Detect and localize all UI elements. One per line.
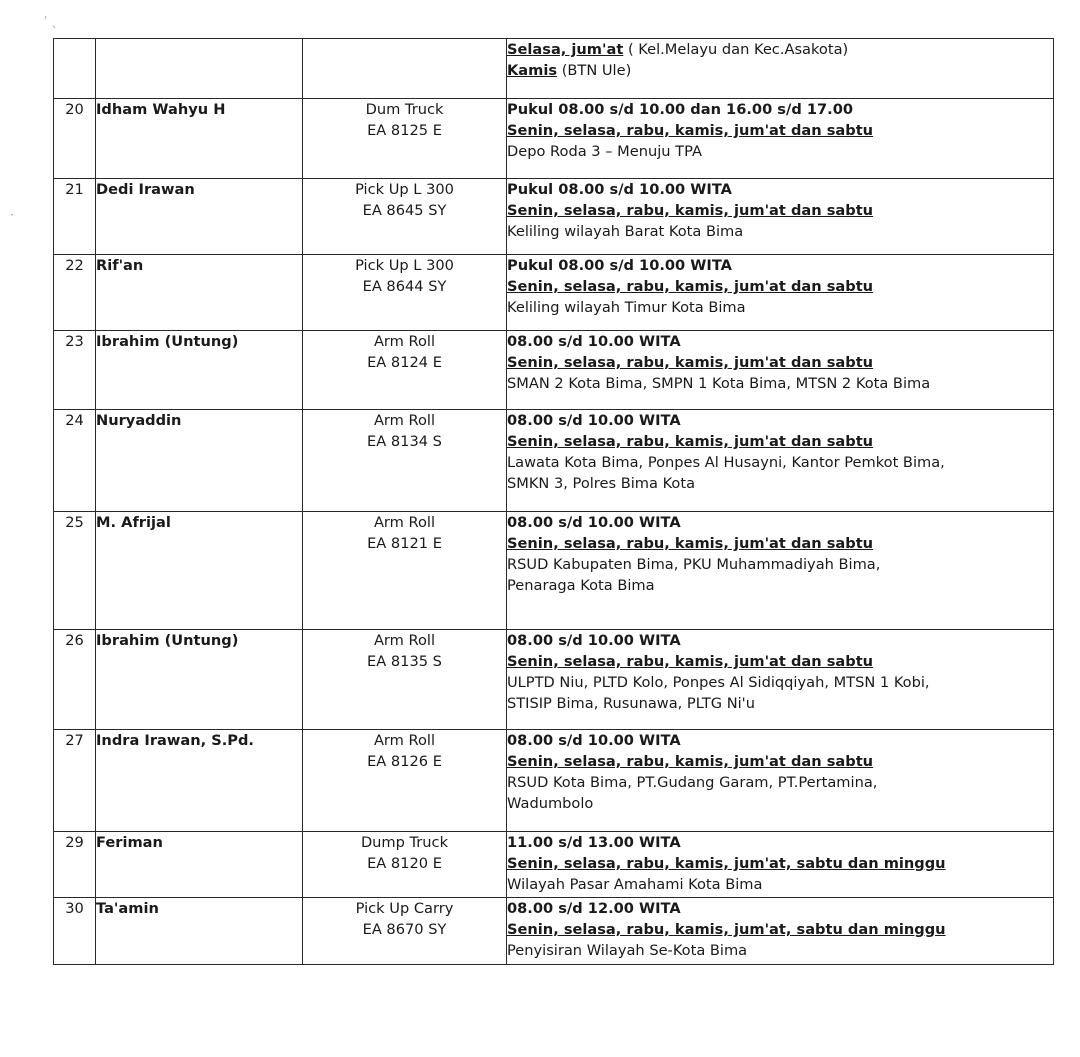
cell-vehicle xyxy=(303,255,507,331)
schedule-days: Senin, selasa, rabu, kamis, jum'at dan sabtu xyxy=(507,653,874,670)
cell-name: Rif'an xyxy=(96,255,303,331)
service-area-line: Keliling wilayah Barat Kota Bima xyxy=(507,223,744,240)
cell-no: 30 xyxy=(54,898,96,965)
cell-detail xyxy=(507,331,1054,410)
cell-detail xyxy=(507,179,1054,255)
cell-no: 20 xyxy=(54,99,96,179)
vehicle-type: Arm Roll xyxy=(373,514,436,531)
schedule-days: Senin, selasa, rabu, kamis, jum'at dan sabtu xyxy=(507,122,874,139)
schedule-time: 08.00 s/d 10.00 WITA xyxy=(507,412,681,429)
service-area-line: Wilayah Pasar Amahami Kota Bima xyxy=(507,876,763,893)
vehicle-plate: EA 8670 SY xyxy=(362,921,447,938)
cell-vehicle xyxy=(303,179,507,255)
cell-detail xyxy=(507,99,1054,179)
schedule-time: Pukul 08.00 s/d 10.00 WITA xyxy=(507,181,732,198)
cell-name: Feriman xyxy=(96,832,303,898)
table-row xyxy=(54,898,1054,965)
schedule-time: 08.00 s/d 10.00 WITA xyxy=(507,732,681,749)
cell-name: Dedi Irawan xyxy=(96,179,303,255)
cell-vehicle xyxy=(303,898,507,965)
detail-line xyxy=(507,39,1053,60)
cell-no: 27 xyxy=(54,730,96,832)
schedule-days: Senin, selasa, rabu, kamis, jum'at dan sabtu xyxy=(507,202,874,219)
service-area-line: Lawata Kota Bima, Ponpes Al Husayni, Kantor Pemkot Bima, xyxy=(507,454,945,471)
schedule-time: 08.00 s/d 10.00 WITA xyxy=(507,632,681,649)
schedule-table xyxy=(53,38,1054,965)
cell-vehicle xyxy=(303,331,507,410)
table-row xyxy=(54,255,1054,331)
schedule-table-body xyxy=(54,39,1054,965)
schedule-days: Senin, selasa, rabu, kamis, jum'at dan sabtu xyxy=(507,278,874,295)
cell-vehicle xyxy=(303,512,507,630)
service-area-line: SMAN 2 Kota Bima, SMPN 1 Kota Bima, MTSN 2 Kota Bima xyxy=(507,375,931,392)
service-area-line: Penyisiran Wilayah Se-Kota Bima xyxy=(507,942,748,959)
detail-area-text: ( Kel.Melayu dan Kec.Asakota) xyxy=(623,41,849,58)
table-row xyxy=(54,512,1054,630)
detail-line xyxy=(507,60,1053,81)
vehicle-type: Pick Up Carry xyxy=(355,900,454,917)
service-area-line: RSUD Kabupaten Bima, PKU Muhammadiyah Bima, xyxy=(507,556,881,573)
table-row xyxy=(54,630,1054,730)
detail-area-text: (BTN Ule) xyxy=(557,62,632,79)
service-area-line: Penaraga Kota Bima xyxy=(507,577,655,594)
table-row xyxy=(54,832,1054,898)
schedule-days: Senin, selasa, rabu, kamis, jum'at, sabtu dan minggu xyxy=(507,855,946,872)
table-row-continued xyxy=(54,39,1054,99)
vehicle-plate: EA 8134 S xyxy=(367,433,442,450)
vehicle-type: Arm Roll xyxy=(373,412,436,429)
scan-speck-mark: · xyxy=(10,208,14,222)
schedule-days: Senin, selasa, rabu, kamis, jum'at, sabtu dan minggu xyxy=(507,921,946,938)
vehicle-type: Pick Up L 300 xyxy=(355,257,454,274)
table-row xyxy=(54,99,1054,179)
schedule-time: 08.00 s/d 10.00 WITA xyxy=(507,514,681,531)
detail-days-lead: Selasa, jum'at xyxy=(507,41,624,58)
vehicle-plate: EA 8126 E xyxy=(367,753,442,770)
vehicle-plate: EA 8124 E xyxy=(367,354,442,371)
vehicle-plate: EA 8121 E xyxy=(367,535,442,552)
cell-name: Ta'amin xyxy=(96,898,303,965)
cell-no: 26 xyxy=(54,630,96,730)
cell-name: Ibrahim (Untung) xyxy=(96,331,303,410)
table-row xyxy=(54,730,1054,832)
service-area-line: ULPTD Niu, PLTD Kolo, Ponpes Al Sidiqqiyah, MTSN 1 Kobi, xyxy=(507,674,930,691)
cell-no: 25 xyxy=(54,512,96,630)
schedule-time: 08.00 s/d 12.00 WITA xyxy=(507,900,681,917)
service-area-line: Wadumbolo xyxy=(507,795,594,812)
service-area-line: STISIP Bima, Rusunawa, PLTG Ni'u xyxy=(507,695,755,712)
cell-no: 22 xyxy=(54,255,96,331)
cell-name: M. Afrijal xyxy=(96,512,303,630)
cell-vehicle xyxy=(303,730,507,832)
cell-name-empty xyxy=(96,39,303,99)
vehicle-plate: EA 8120 E xyxy=(367,855,442,872)
vehicle-type: Arm Roll xyxy=(373,732,436,749)
schedule-time: 08.00 s/d 10.00 WITA xyxy=(507,333,681,350)
vehicle-type: Pick Up L 300 xyxy=(355,181,454,198)
table-row xyxy=(54,410,1054,512)
vehicle-type: Dump Truck xyxy=(360,834,449,851)
cell-no-empty xyxy=(54,39,96,99)
service-area-line: Depo Roda 3 – Menuju TPA xyxy=(507,143,702,160)
cell-detail xyxy=(507,255,1054,331)
cell-detail xyxy=(507,898,1054,965)
cell-no: 24 xyxy=(54,410,96,512)
vehicle-plate: EA 8125 E xyxy=(367,122,442,139)
cell-vehicle-empty xyxy=(303,39,507,99)
cell-no: 23 xyxy=(54,331,96,410)
cell-name: Ibrahim (Untung) xyxy=(96,630,303,730)
service-area-line: RSUD Kota Bima, PT.Gudang Garam, PT.Pertamina, xyxy=(507,774,878,791)
cell-detail xyxy=(507,410,1054,512)
detail-days-lead: Kamis xyxy=(507,62,558,79)
service-area-line: SMKN 3, Polres Bima Kota xyxy=(507,475,696,492)
cell-detail-continued xyxy=(507,39,1054,99)
cell-detail xyxy=(507,730,1054,832)
schedule-time: Pukul 08.00 s/d 10.00 WITA xyxy=(507,257,732,274)
cell-detail xyxy=(507,512,1054,630)
vehicle-plate: EA 8644 SY xyxy=(362,278,447,295)
service-area-line: Keliling wilayah Timur Kota Bima xyxy=(507,299,746,316)
schedule-time: 11.00 s/d 13.00 WITA xyxy=(507,834,681,851)
cell-no: 21 xyxy=(54,179,96,255)
cell-name: Nuryaddin xyxy=(96,410,303,512)
scan-speck-mark: ʾ ˎ xyxy=(44,14,58,28)
vehicle-plate: EA 8135 S xyxy=(367,653,442,670)
schedule-days: Senin, selasa, rabu, kamis, jum'at dan sabtu xyxy=(507,354,874,371)
vehicle-plate: EA 8645 SY xyxy=(362,202,447,219)
schedule-days: Senin, selasa, rabu, kamis, jum'at dan sabtu xyxy=(507,753,874,770)
cell-vehicle xyxy=(303,410,507,512)
schedule-days: Senin, selasa, rabu, kamis, jum'at dan sabtu xyxy=(507,433,874,450)
vehicle-type: Arm Roll xyxy=(373,632,436,649)
cell-detail xyxy=(507,832,1054,898)
schedule-days: Senin, selasa, rabu, kamis, jum'at dan sabtu xyxy=(507,535,874,552)
cell-name: Indra Irawan, S.Pd. xyxy=(96,730,303,832)
table-row xyxy=(54,179,1054,255)
cell-name: Idham Wahyu H xyxy=(96,99,303,179)
vehicle-type: Dum Truck xyxy=(365,101,444,118)
cell-vehicle xyxy=(303,630,507,730)
table-row xyxy=(54,331,1054,410)
cell-no: 29 xyxy=(54,832,96,898)
cell-detail xyxy=(507,630,1054,730)
vehicle-type: Arm Roll xyxy=(373,333,436,350)
cell-vehicle xyxy=(303,99,507,179)
schedule-time: Pukul 08.00 s/d 10.00 dan 16.00 s/d 17.00 xyxy=(507,101,854,118)
cell-vehicle xyxy=(303,832,507,898)
